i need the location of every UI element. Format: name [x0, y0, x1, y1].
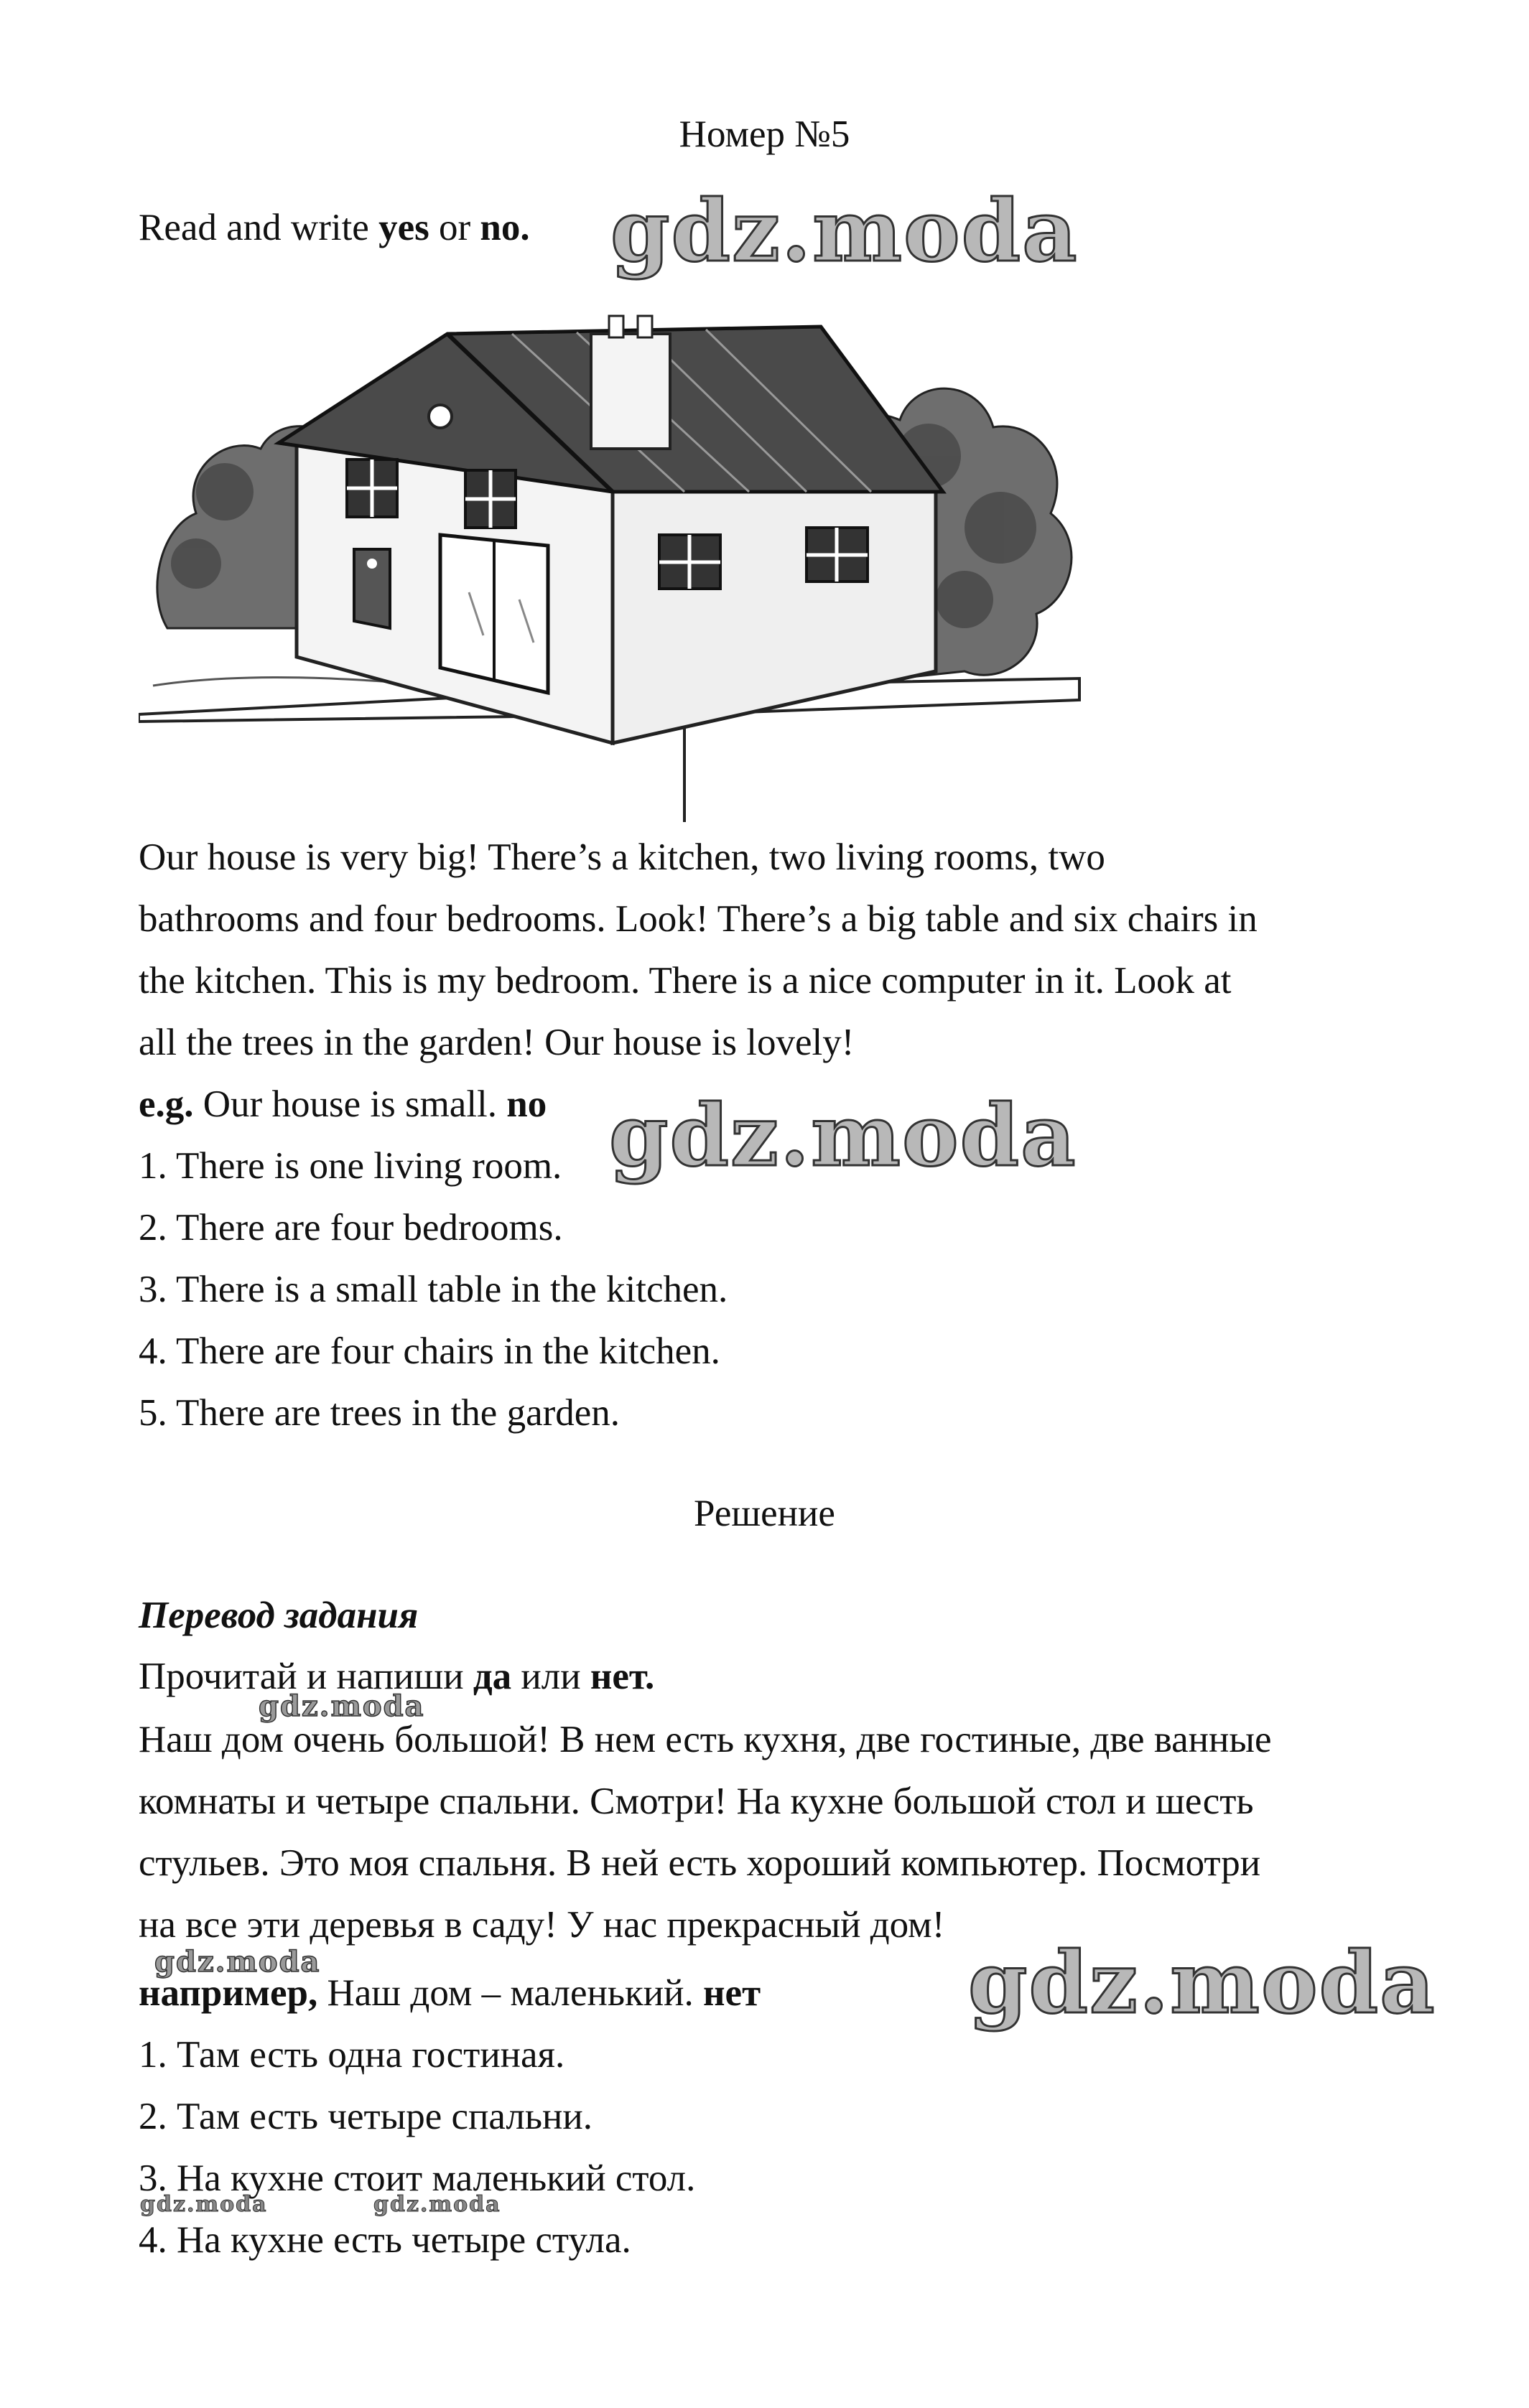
translation-passage-line-1: Наш дом очень большой! В нем есть кухня, две гостиные, две ванные: [139, 1719, 1272, 1760]
translation-instruction-or: или: [511, 1656, 590, 1697]
translation-instruction-text: Прочитай и напиши: [139, 1656, 473, 1697]
passage-line-3: the kitchen. This is my bedroom. There is a nice computer in it. Look at: [139, 960, 1232, 1002]
watermark: gdz.moda: [259, 1689, 425, 1723]
question-2: 2. There are four bedrooms.: [139, 1207, 563, 1249]
translation-instruction-yes: да: [473, 1656, 512, 1697]
translation-question-1: 1. Там есть одна гостиная.: [139, 2034, 565, 2076]
watermark: gdz.moda: [609, 1086, 1077, 1185]
watermark: gdz.moda: [968, 1933, 1436, 2033]
instruction-no: no.: [480, 207, 530, 248]
example-label: e.g.: [139, 1083, 194, 1125]
translation-example-line: [139, 1970, 761, 2016]
passage-line-2: bathrooms and four bedrooms. Look! There’s a big table and six chairs in: [139, 898, 1258, 940]
translation-example-text: Наш дом – маленький.: [317, 1972, 704, 2014]
translation-instruction-no: нет.: [590, 1656, 655, 1697]
passage-line-4: all the trees in the garden! Our house is lovely!: [139, 1022, 855, 1063]
watermark: gdz.moda: [373, 2192, 501, 2217]
question-4: 4. There are four chairs in the kitchen.: [139, 1330, 720, 1372]
translation-question-4: 4. На кухне есть четыре стула.: [139, 2219, 631, 2261]
example-text: Our house is small.: [193, 1083, 507, 1125]
house-illustration: [139, 255, 1087, 822]
solution-heading: Решение: [694, 1493, 835, 1534]
example-answer: no: [506, 1083, 547, 1125]
translation-question-2: 2. Там есть четыре спальни.: [139, 2096, 593, 2137]
instruction-text: Read and write: [139, 207, 379, 248]
page-title: Номер №5: [679, 113, 850, 155]
translation-passage-line-4: на все эти деревья в саду! У нас прекрасный дом!: [139, 1904, 945, 1946]
translation-heading: Перевод задания: [139, 1595, 419, 1636]
instruction-or: or: [429, 207, 480, 248]
question-1: 1. There is one living room.: [139, 1145, 562, 1187]
watermark: gdz.moda: [610, 181, 1079, 281]
watermark: gdz.moda: [140, 2192, 268, 2217]
translation-question-3: 3. На кухне стоит маленький стол.: [139, 2157, 696, 2199]
question-5: 5. There are trees in the garden.: [139, 1392, 621, 1434]
translation-passage-line-3: стульев. Это моя спальня. В ней есть хороший компьютер. Посмотри: [139, 1842, 1261, 1884]
question-3: 3. There is a small table in the kitchen.: [139, 1269, 728, 1310]
passage-line-1: Our house is very big! There’s a kitchen, two living rooms, two: [139, 836, 1105, 878]
translation-example-label: например,: [139, 1972, 318, 2014]
example-line: [139, 1081, 547, 1127]
translation-example-answer: нет: [703, 1972, 761, 2014]
watermark: gdz.moda: [154, 1945, 321, 1979]
instruction: [139, 205, 530, 251]
instruction-yes: yes: [378, 207, 429, 248]
translation-passage-line-2: комнаты и четыре спальни. Смотри! На кухне большой стол и шесть: [139, 1781, 1254, 1822]
